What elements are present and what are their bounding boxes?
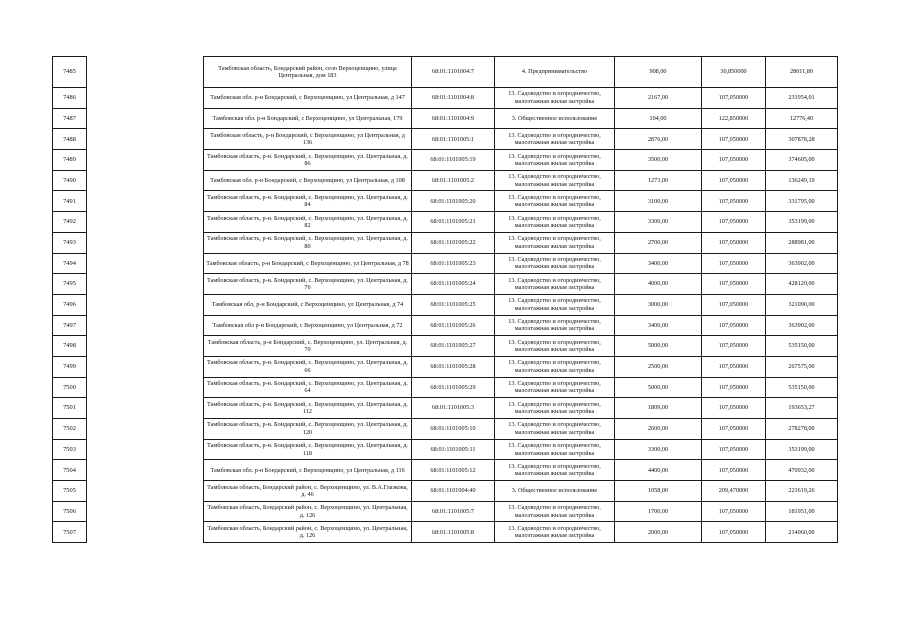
cell-specific-value: 107,050000 [702, 356, 766, 377]
cell-cadastral-number: 68:01:1101005:11 [412, 439, 495, 460]
cell-cadastral-number: 68:01:1101005:22 [412, 232, 495, 253]
cell-record-number: 7496 [53, 294, 87, 315]
cell-land-use-category: 13. Садоводство и огородничество, малоэтажная жилая застройка [495, 439, 615, 460]
cell-cadastral-value: 181951,00 [766, 501, 838, 522]
cell-cadastral-number: 68:01:1101005:24 [412, 274, 495, 295]
cell-specific-value: 30,850000 [702, 57, 766, 88]
cell-address: Тамбовская обл. р-н Бондарский, с Верхоценщино, ул Центральная, д 108 [204, 170, 412, 191]
cell-cadastral-value: 221619,26 [766, 481, 838, 502]
cell-cadastral-value: 214060,00 [766, 522, 838, 543]
cell-cadastral-number: 68:01:1101005:28 [412, 356, 495, 377]
cell-cadastral-number: 68:01:1101005:7 [412, 501, 495, 522]
cell-specific-value: 107,050000 [702, 294, 766, 315]
cell-spacer [87, 315, 204, 336]
cell-spacer [87, 294, 204, 315]
table-row [53, 356, 838, 377]
cell-cadastral-value: 353199,00 [766, 439, 838, 460]
cell-area: 1058,00 [615, 481, 702, 502]
cell-cadastral-number: 68:01:1101005:12 [412, 460, 495, 481]
cell-land-use-category: 13. Садоводство и огородничество, малоэтажная жилая застройка [495, 212, 615, 233]
cell-record-number: 7505 [53, 481, 87, 502]
cell-cadastral-value: 231954,01 [766, 88, 838, 109]
cell-area: 3300,00 [615, 439, 702, 460]
cell-area: 4400,00 [615, 460, 702, 481]
table-row [53, 460, 838, 481]
cell-specific-value: 107,050000 [702, 232, 766, 253]
table-body [53, 57, 838, 543]
cell-specific-value: 107,050000 [702, 398, 766, 419]
cell-spacer [87, 57, 204, 88]
cell-address: Тамбовская область, р-н. Бондарский, с. Верхоценщино, ул. Центральная, д. 86 [204, 150, 412, 171]
table-row [53, 88, 838, 109]
cell-land-use-category: 13. Садоводство и огородничество, малоэтажная жилая застройка [495, 460, 615, 481]
table-row [53, 439, 838, 460]
table-row [53, 315, 838, 336]
cell-specific-value: 122,850000 [702, 108, 766, 129]
cell-area: 2500,00 [615, 356, 702, 377]
cell-cadastral-value: 428120,00 [766, 274, 838, 295]
cell-cadastral-number: 68:01:1101005:27 [412, 336, 495, 357]
cell-cadastral-value: 136249,19 [766, 170, 838, 191]
cell-cadastral-number: 68:01:1101005:25 [412, 294, 495, 315]
cell-land-use-category: 13. Садоводство и огородничество, малоэтажная жилая застройка [495, 129, 615, 150]
cell-land-use-category: 13. Садоводство и огородничество, малоэтажная жилая застройка [495, 274, 615, 295]
cell-spacer [87, 481, 204, 502]
cell-cadastral-value: 535150,00 [766, 336, 838, 357]
cell-area: 3500,00 [615, 150, 702, 171]
cell-land-use-category: 13. Садоводство и огородничество, малоэтажная жилая застройка [495, 315, 615, 336]
cell-record-number: 7501 [53, 398, 87, 419]
cell-address: Тамбовская область, р-н Бондарский, с Верхоценщино, ул Центральная, д 136 [204, 129, 412, 150]
cell-area: 2167,00 [615, 88, 702, 109]
cell-record-number: 7490 [53, 170, 87, 191]
cell-record-number: 7498 [53, 336, 87, 357]
cell-address: Тамбовская область, р-н. Бондарский, с. Верхоценщино, ул. Центральная, д. 84 [204, 191, 412, 212]
table-row [53, 294, 838, 315]
cell-area: 908,00 [615, 57, 702, 88]
table-row [53, 232, 838, 253]
table-row [53, 336, 838, 357]
cell-cadastral-value: 331795,00 [766, 191, 838, 212]
cell-land-use-category: 13. Садоводство и огородничество, малоэтажная жилая застройка [495, 419, 615, 440]
cell-cadastral-number: 68:01:1101004:40 [412, 481, 495, 502]
cell-record-number: 7499 [53, 356, 87, 377]
cell-record-number: 7497 [53, 315, 87, 336]
cell-specific-value: 209,470000 [702, 481, 766, 502]
cell-land-use-category: 13. Садоводство и огородничество, малоэтажная жилая застройка [495, 232, 615, 253]
cell-land-use-category: 13. Садоводство и огородничество, малоэтажная жилая застройка [495, 253, 615, 274]
cell-cadastral-value: 288981,00 [766, 232, 838, 253]
table-row [53, 170, 838, 191]
cell-spacer [87, 88, 204, 109]
cell-land-use-category: 13. Садоводство и огородничество, малоэтажная жилая застройка [495, 398, 615, 419]
cell-spacer [87, 501, 204, 522]
cell-spacer [87, 460, 204, 481]
cell-cadastral-value: 535150,00 [766, 377, 838, 398]
cell-area: 3000,00 [615, 294, 702, 315]
cell-land-use-category: 4. Предпринимательство [495, 57, 615, 88]
cell-land-use-category: 3. Общественное использование [495, 108, 615, 129]
cell-specific-value: 107,050000 [702, 377, 766, 398]
cell-land-use-category: 13. Садоводство и огородничество, малоэтажная жилая застройка [495, 336, 615, 357]
cell-cadastral-value: 363902,00 [766, 253, 838, 274]
cell-record-number: 7489 [53, 150, 87, 171]
cell-area: 3400,00 [615, 253, 702, 274]
cell-specific-value: 107,050000 [702, 522, 766, 543]
cell-spacer [87, 212, 204, 233]
cell-address: Тамбовская область, р-н. Бондарский, с. Верхоценщино, ул. Центральная, д. 64 [204, 377, 412, 398]
cell-record-number: 7495 [53, 274, 87, 295]
cell-cadastral-number: 68:01:1101005:1 [412, 129, 495, 150]
cell-cadastral-value: 278278,00 [766, 419, 838, 440]
cell-specific-value: 107,050000 [702, 191, 766, 212]
cell-address: Тамбовская обл. р-н Бондарский, с Верхоценщино, ул Центральная, д 147 [204, 88, 412, 109]
cell-land-use-category: 13. Садоводство и огородничество, малоэтажная жилая застройка [495, 356, 615, 377]
cell-address: Тамбовская область, р-н. Бондарский, с. Верхоценщино, ул. Центральная, д. 66 [204, 356, 412, 377]
cell-specific-value: 107,050000 [702, 88, 766, 109]
cell-specific-value: 107,050000 [702, 129, 766, 150]
cell-cadastral-number: 68:01:1101005:21 [412, 212, 495, 233]
cell-specific-value: 107,050000 [702, 170, 766, 191]
table-row [53, 274, 838, 295]
cell-land-use-category: 13. Садоводство и огородничество, малоэтажная жилая застройка [495, 88, 615, 109]
cell-land-use-category: 13. Садоводство и огородничество, малоэтажная жилая застройка [495, 191, 615, 212]
cell-record-number: 7486 [53, 88, 87, 109]
cell-record-number: 7507 [53, 522, 87, 543]
cell-address: Тамбовская область, р-н. Бондарский, с. Верхоценщино, ул. Центральная, д. 112 [204, 398, 412, 419]
cell-spacer [87, 253, 204, 274]
cell-land-use-category: 13. Садоводство и огородничество, малоэтажная жилая застройка [495, 150, 615, 171]
cell-area: 5000,00 [615, 336, 702, 357]
cell-cadastral-value: 267575,00 [766, 356, 838, 377]
cell-spacer [87, 108, 204, 129]
cell-spacer [87, 336, 204, 357]
cell-land-use-category: 13. Садоводство и огородничество, малоэтажная жилая застройка [495, 170, 615, 191]
cell-cadastral-value: 374605,00 [766, 150, 838, 171]
cell-record-number: 7506 [53, 501, 87, 522]
table-row [53, 377, 838, 398]
cell-spacer [87, 356, 204, 377]
cell-area: 3100,00 [615, 191, 702, 212]
cell-record-number: 7487 [53, 108, 87, 129]
cell-land-use-category: 13. Садоводство и огородничество, малоэтажная жилая застройка [495, 501, 615, 522]
cell-record-number: 7494 [53, 253, 87, 274]
table-row [53, 522, 838, 543]
table-row [53, 253, 838, 274]
cell-spacer [87, 274, 204, 295]
cell-land-use-category: 13. Садоводство и огородничество, малоэтажная жилая застройка [495, 377, 615, 398]
cell-area: 1700,00 [615, 501, 702, 522]
cell-record-number: 7491 [53, 191, 87, 212]
table-row [53, 57, 838, 88]
cell-address: Тамбовская обл р-н Бондарский, с Верхоценщино, ул Центральная, д 72 [204, 315, 412, 336]
cell-cadastral-value: 28011,80 [766, 57, 838, 88]
cell-spacer [87, 150, 204, 171]
cell-spacer [87, 129, 204, 150]
cell-area: 2600,00 [615, 419, 702, 440]
cell-land-use-category: 13. Садоводство и огородничество, малоэтажная жилая застройка [495, 294, 615, 315]
cell-cadastral-number: 68:01:1101005:10 [412, 419, 495, 440]
cell-cadastral-value: 321090,00 [766, 294, 838, 315]
cell-record-number: 7504 [53, 460, 87, 481]
cell-address: Тамбовская обл, р-н Бондарский, с Верхоценщино, ул Центральная, д 74 [204, 294, 412, 315]
table-row [53, 481, 838, 502]
cell-area: 3300,00 [615, 212, 702, 233]
table-row [53, 191, 838, 212]
cell-address: Тамбовская область, р-н. Бондарский, с. Верхоценщино, ул. Центральная, д. 80 [204, 232, 412, 253]
cell-spacer [87, 377, 204, 398]
cell-cadastral-number: 68:01:1101005:3 [412, 398, 495, 419]
cell-specific-value: 107,050000 [702, 212, 766, 233]
cell-address: Тамбовская область, р-н Бондарский, с Верхоценщино, ул Центральная, д 78 [204, 253, 412, 274]
cell-cadastral-value: 12776,40 [766, 108, 838, 129]
cell-cadastral-number: 68:01:1101004:9 [412, 108, 495, 129]
cell-cadastral-number: 68:01:1101005:2 [412, 170, 495, 191]
cell-record-number: 7492 [53, 212, 87, 233]
cell-specific-value: 107,050000 [702, 315, 766, 336]
cell-area: 104,00 [615, 108, 702, 129]
cell-area: 1273,00 [615, 170, 702, 191]
cell-specific-value: 107,050000 [702, 439, 766, 460]
cell-cadastral-number: 68:01:1101005:8 [412, 522, 495, 543]
cell-land-use-category: 13. Садоводство и огородничество, малоэтажная жилая застройка [495, 522, 615, 543]
cell-cadastral-number: 68:01:1101004:7 [412, 57, 495, 88]
cell-spacer [87, 439, 204, 460]
table-row [53, 501, 838, 522]
cell-address: Тамбовская область, р-н. Бондарский, с. Верхоценщино, ул. Центральная, д. 82 [204, 212, 412, 233]
cell-record-number: 7493 [53, 232, 87, 253]
cell-spacer [87, 191, 204, 212]
cell-cadastral-number: 68:01:1101005:19 [412, 150, 495, 171]
cell-cadastral-number: 68:01:1101005:26 [412, 315, 495, 336]
cell-area: 2700,00 [615, 232, 702, 253]
table-row [53, 129, 838, 150]
cell-spacer [87, 398, 204, 419]
cell-specific-value: 107,050000 [702, 336, 766, 357]
cell-address: Тамбовская обл. р-н Бондарский, с Верхоценщино, ул Центральная, 179 [204, 108, 412, 129]
table-row [53, 108, 838, 129]
cell-record-number: 7502 [53, 419, 87, 440]
cell-record-number: 7500 [53, 377, 87, 398]
cell-cadastral-number: 68:01:1101004:8 [412, 88, 495, 109]
cell-cadastral-number: 68:01:1101005:29 [412, 377, 495, 398]
cell-record-number: 7503 [53, 439, 87, 460]
cell-area: 3400,00 [615, 315, 702, 336]
cell-address: Тамбовская обл. р-н Бондарский, с Верхоценщино, ул Центральная, д 116 [204, 460, 412, 481]
cell-spacer [87, 522, 204, 543]
cell-area: 2000,00 [615, 522, 702, 543]
cell-specific-value: 107,050000 [702, 150, 766, 171]
cell-spacer [87, 419, 204, 440]
cell-cadastral-value: 353199,00 [766, 212, 838, 233]
cell-area: 5000,00 [615, 377, 702, 398]
cell-specific-value: 107,050000 [702, 274, 766, 295]
cell-address: Тамбовская область, Бондарский район, с. Верхоценщино, ул. В.А.Глазкова, д. 46 [204, 481, 412, 502]
cell-area: 4000,00 [615, 274, 702, 295]
cell-specific-value: 107,050000 [702, 253, 766, 274]
cell-area: 1809,00 [615, 398, 702, 419]
cell-address: Тамбовская область, р-н Бондарский, с. Верхоценщино, ул. Центральная, д. 70 [204, 336, 412, 357]
cell-spacer [87, 232, 204, 253]
cell-address: Тамбовская область, р-н. Бондарский, с. Верхоценщино, ул. Центральная, д. 76 [204, 274, 412, 295]
cell-cadastral-value: 363902,00 [766, 315, 838, 336]
table-row [53, 212, 838, 233]
cell-cadastral-value: 193653,27 [766, 398, 838, 419]
cell-specific-value: 107,050000 [702, 501, 766, 522]
table-row [53, 398, 838, 419]
cell-specific-value: 107,050000 [702, 419, 766, 440]
cell-spacer [87, 170, 204, 191]
cell-address: Тамбовская область, Бондарский район, с. Верхоценщино, ул. Центральная, д. 126 [204, 501, 412, 522]
cell-cadastral-value: 307878,28 [766, 129, 838, 150]
table-row [53, 419, 838, 440]
cell-record-number: 7485 [53, 57, 87, 88]
cell-cadastral-number: 68:01:1101005:20 [412, 191, 495, 212]
cell-cadastral-number: 68:01:1101005:23 [412, 253, 495, 274]
cell-cadastral-value: 470932,00 [766, 460, 838, 481]
cell-address: Тамбовская область, Бондарский район, село Верхоценщино, улица Центральная, дом 183 [204, 57, 412, 88]
cell-address: Тамбовская область, р-н. Бондарский, с. Верхоценщино, ул. Центральная, д. 120 [204, 419, 412, 440]
land-valuation-table [52, 56, 838, 543]
cell-area: 2876,00 [615, 129, 702, 150]
cell-land-use-category: 3. Общественное использование [495, 481, 615, 502]
cell-record-number: 7488 [53, 129, 87, 150]
table-row [53, 150, 838, 171]
cell-specific-value: 107,050000 [702, 460, 766, 481]
cell-address: Тамбовская область, Бондарский район, с. Верхоценщино, ул. Центральная, д. 126 [204, 522, 412, 543]
cell-address: Тамбовская область, р-н. Бондарский, с. Верхоценщино, ул. Центральная, д. 118 [204, 439, 412, 460]
